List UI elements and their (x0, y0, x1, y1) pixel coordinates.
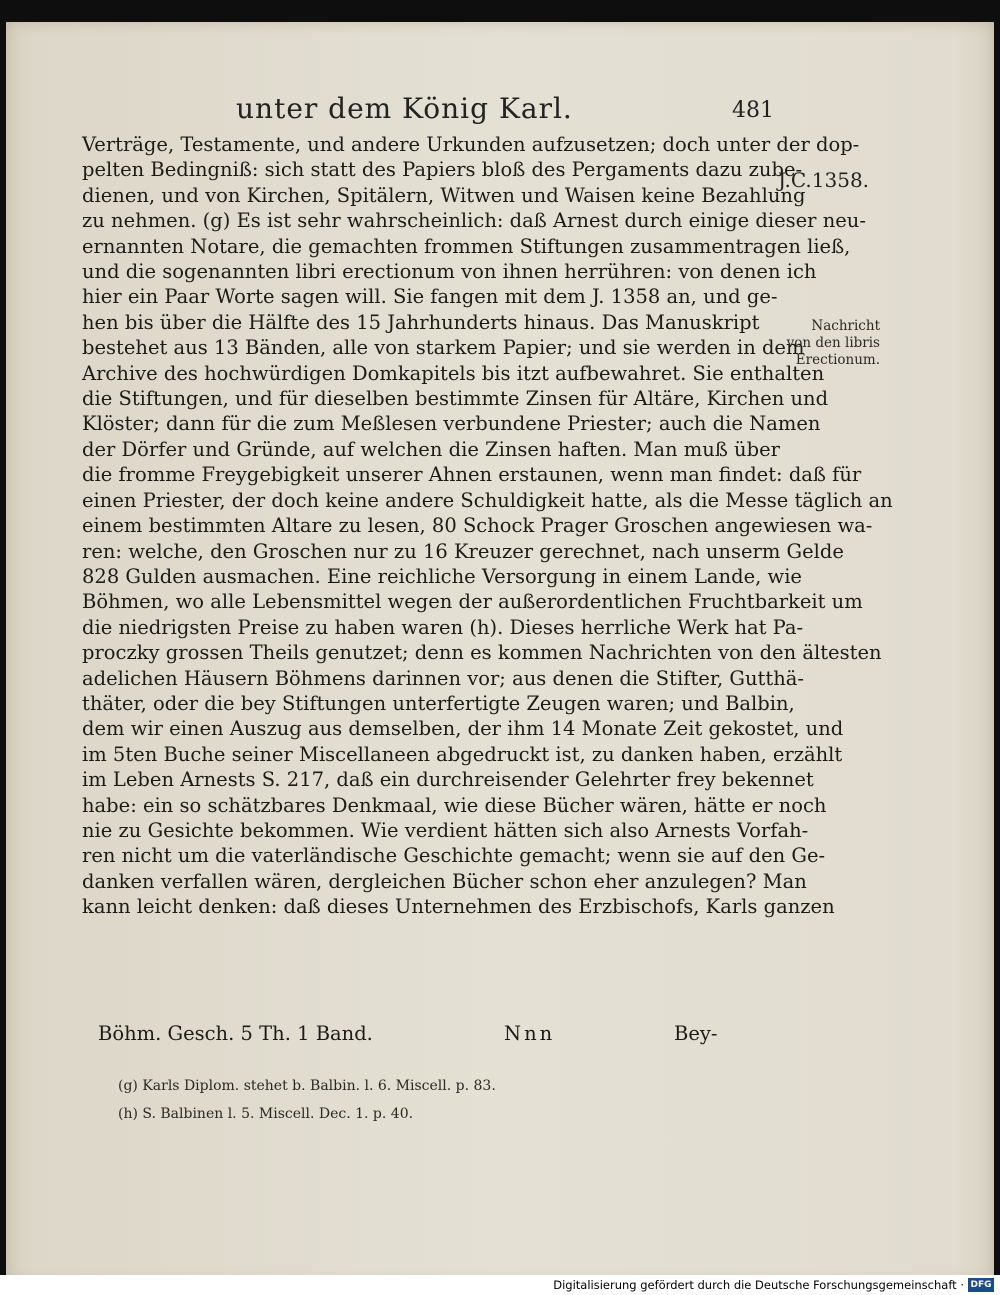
margin-year: J.C.1358. (778, 168, 870, 192)
running-head: unter dem König Karl. (236, 92, 573, 125)
body-line: proczky grossen Theils genutzet; denn es kommen Nachrichten von den ältesten (82, 641, 882, 665)
credit-text: Digitalisierung gefördert durch die Deutsche Forschungsgemeinschaft · (553, 1278, 964, 1292)
body-line: einen Priester, der doch keine andere Schuldigkeit hatte, als die Messe täglich an (82, 488, 893, 512)
body-line: Böhmen, wo alle Lebensmittel wegen der außerordentlichen Fruchtbarkeit um (82, 590, 863, 614)
body-line: ernannten Notare, die gemachten frommen Stiftungen zusammentragen ließ, (82, 234, 851, 258)
body-line: einem bestimmten Altare zu lesen, 80 Schock Prager Groschen angewiesen wa- (82, 514, 873, 538)
body-line: zu nehmen. (g) Es ist sehr wahrscheinlich: daß Arnest durch einige dieser neu- (82, 209, 866, 233)
body-line: die fromme Freygebigkeit unserer Ahnen erstaunen, wenn man findet: daß für (82, 463, 862, 487)
book-page (6, 22, 994, 1282)
body-line: dem wir einen Auszug aus demselben, der ihm 14 Monate Zeit gekostet, und (82, 717, 844, 741)
body-line: dienen, und von Kirchen, Spitälern, Witwen und Waisen keine Bezahlung (82, 183, 806, 207)
body-line: adelichen Häusern Böhmens darinnen vor; aus denen die Stifter, Gutthä- (82, 666, 804, 690)
body-line: habe: ein so schätzbares Denkmaal, wie diese Bücher wären, hätte er noch (82, 793, 827, 817)
body-line: hier ein Paar Worte sagen will. Sie fangen mit dem J. 1358 an, und ge- (82, 285, 778, 309)
credit-bar (0, 1275, 1000, 1295)
dfg-logo-icon[interactable]: DFG (968, 1278, 994, 1292)
body-line: Archive des hochwürdigen Domkapitels bis itzt aufbewahret. Sie enthalten (82, 361, 825, 385)
footnotes (118, 1072, 496, 1128)
body-line: danken verfallen wären, dergleichen Bücher schon eher anzulegen? Man (82, 869, 807, 893)
margin-note-line: Erectionum. (795, 352, 880, 368)
body-line: thäter, oder die bey Stiftungen unterfertigte Zeugen waren; und Balbin, (82, 691, 795, 715)
body-line: im 5ten Buche seiner Miscellaneen abgedruckt ist, zu danken haben, erzählt (82, 742, 843, 766)
body-line: die niedrigsten Preise zu haben waren (h). Dieses herrliche Werk hat Pa- (82, 615, 804, 639)
body-line: kann leicht denken: daß dieses Unternehmen des Erzbischofs, Karls ganzen (82, 895, 835, 919)
body-line: pelten Bedingniß: sich statt des Papiers bloß des Pergaments dazu zube- (82, 158, 803, 182)
page-number: 481 (732, 98, 774, 123)
body-line: Klöster; dann für die zum Meßlesen verbundene Priester; auch die Namen (82, 412, 821, 436)
body-line: im Leben Arnests S. 217, daß ein durchreisender Gelehrter frey bekennet (82, 768, 814, 792)
body-line: der Dörfer und Gründe, auf welchen die Zinsen haften. Man muß über (82, 437, 780, 461)
body-line: nie zu Gesichte bekommen. Wie verdient hätten sich also Arnests Vorfah- (82, 818, 809, 842)
body-line: und die sogenannten libri erectionum von ihnen herrühren: von denen ich (82, 260, 817, 284)
footnote: (g) Karls Diplom. stehet b. Balbin. l. 6. Miscell. p. 83. (118, 1078, 496, 1094)
margin-note-line: von den libris (786, 335, 880, 351)
body-line: Verträge, Testamente, und andere Urkunden aufzusetzen; doch unter der dop- (82, 133, 860, 156)
signature-mark: Böhm. Gesch. 5 Th. 1 Band. (98, 1022, 373, 1045)
body-line: die Stiftungen, und für dieselben bestimmte Zinsen für Altäre, Kirchen und (82, 387, 829, 411)
body-line: hen bis über die Hälfte des 15 Jahrhunderts hinaus. Das Manuskript (82, 310, 760, 334)
margin-note-line: Nachricht (811, 318, 880, 334)
body-line: 828 Gulden ausmachen. Eine reichliche Versorgung in einem Lande, wie (82, 564, 802, 588)
catchword: Bey- (674, 1022, 718, 1045)
margin-note (776, 318, 880, 369)
sheet-signature: Nnn (504, 1022, 556, 1045)
body-line: ren nicht um die vaterländische Geschichte gemacht; wenn sie auf den Ge- (82, 844, 826, 868)
body-line: bestehet aus 13 Bänden, alle von starkem Papier; und sie werden in dem (82, 336, 805, 360)
footnote: (h) S. Balbinen l. 5. Miscell. Dec. 1. p. 40. (118, 1106, 414, 1122)
body-line: ren: welche, den Groschen nur zu 16 Kreuzer gerechnet, nach unserm Gelde (82, 539, 844, 563)
